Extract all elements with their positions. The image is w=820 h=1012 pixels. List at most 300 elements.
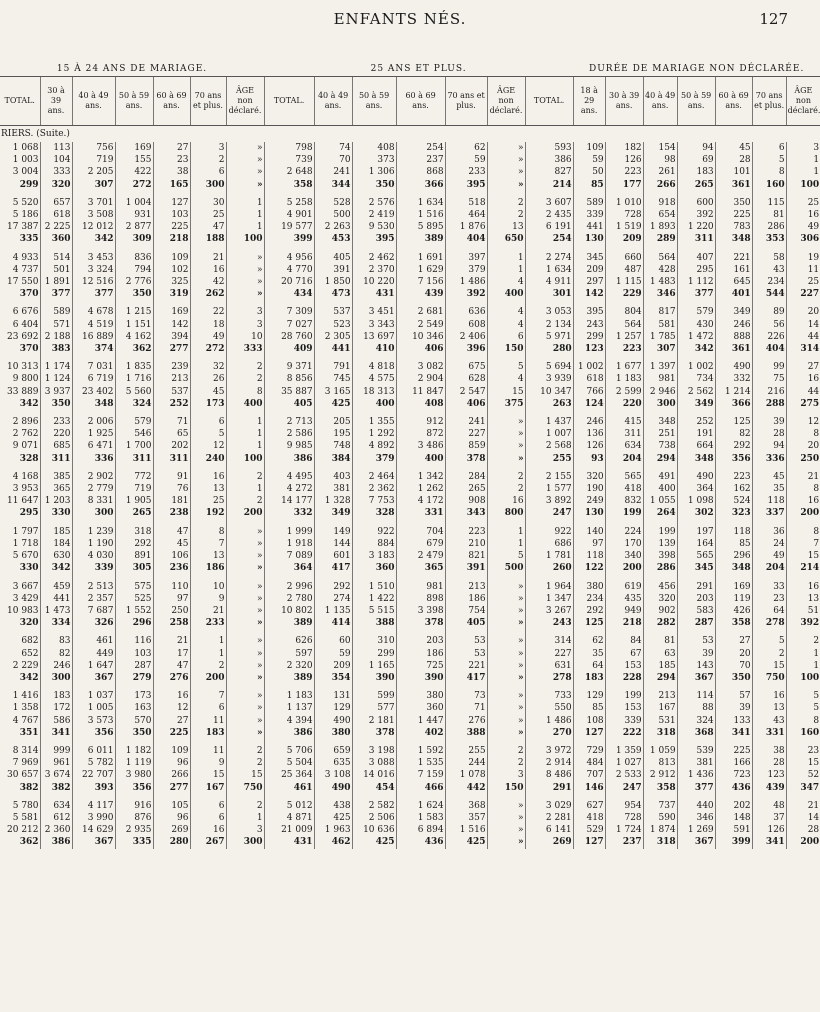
table-cell: 210 [445, 538, 487, 550]
table-cell: 2 896 [12, 417, 39, 428]
table-cell: 459 [40, 581, 72, 593]
table-cell: 16 [786, 581, 820, 593]
table-cell: 1 535 [396, 757, 445, 769]
table-cell: 223 [445, 526, 487, 538]
table-cell: 277 [153, 343, 190, 355]
table-cell: 2 [226, 373, 264, 385]
table-row [0, 361, 820, 373]
table-cell: 12 012 [72, 221, 115, 233]
table-cell: 2 281 [525, 812, 573, 824]
table-row [0, 727, 820, 739]
table-cell: 600 [677, 197, 715, 209]
table-cell: 2 [786, 635, 820, 647]
table-cell: 1 925 [72, 428, 115, 440]
group-header-row [0, 62, 820, 77]
table-cell: 50 [573, 166, 605, 178]
table-cell: 439 [752, 782, 786, 794]
table-cell: » [226, 179, 264, 191]
table-cell: 579 [677, 306, 715, 318]
column-header: 18 à 29 ans. [573, 77, 605, 126]
table-cell: 74 [314, 142, 352, 154]
table-row [0, 593, 820, 605]
table-cell: 320 [40, 179, 72, 191]
table-cell: 9 985 [264, 440, 314, 452]
table-cell: 261 [643, 166, 677, 178]
table-cell: 59 [573, 154, 605, 166]
table-cell: 7 027 [264, 319, 314, 331]
table-cell: 9 800 [12, 374, 39, 385]
table-cell: 12 516 [72, 276, 115, 288]
table-cell: 35 887 [264, 386, 314, 398]
table-cell: 442 [445, 782, 487, 794]
table-cell: 18 [190, 319, 226, 331]
table-cell: 82 [715, 428, 752, 440]
table-cell: 199 [605, 507, 643, 519]
table-cell: 288 [752, 398, 786, 410]
table-cell: 125 [573, 617, 605, 629]
table-cell: 125 [715, 416, 752, 428]
table-cell: 397 [445, 252, 487, 264]
table-cell: 2 779 [72, 483, 115, 495]
table-cell: 682 [21, 636, 39, 647]
table-cell: 114 [677, 690, 715, 702]
table-cell: 409 [264, 343, 314, 355]
table-cell: 344 [314, 179, 352, 191]
table-cell: 199 [643, 526, 677, 538]
table-cell: 8 856 [264, 373, 314, 385]
table-cell: 20 716 [264, 276, 314, 288]
table-cell: 183 [190, 727, 226, 739]
table-cell: 2 435 [525, 209, 573, 221]
table-cell: 330 [19, 563, 39, 574]
table-cell: 756 [72, 142, 115, 154]
table-cell: 254 [525, 233, 573, 245]
table-row [0, 440, 820, 452]
table-cell: 265 [677, 179, 715, 191]
table-row [0, 197, 820, 209]
table-cell: 73 [445, 690, 487, 702]
table-cell: 295 [677, 264, 715, 276]
table-cell: 3 990 [72, 812, 115, 824]
table-cell: 161 [715, 264, 752, 276]
table-cell: 902 [643, 605, 677, 617]
table-cell: 2 904 [396, 373, 445, 385]
table-cell: 645 [715, 276, 752, 288]
table-cell: 7 [190, 538, 226, 550]
table-cell: 60 [314, 635, 352, 647]
table-cell: 195 [314, 428, 352, 440]
table-cell: 279 [115, 672, 153, 684]
table-cell: 365 [396, 562, 445, 574]
table-cell: 1 422 [352, 593, 396, 605]
column-header: 30 à 39 ans. [40, 77, 72, 126]
table-cell: 362 [115, 343, 153, 355]
table-cell: 292 [314, 581, 352, 593]
table-cell: 347 [786, 782, 820, 794]
table-cell: 6 141 [525, 824, 573, 836]
table-cell: 5 694 [525, 361, 573, 373]
table-cell: 149 [314, 526, 352, 538]
table-cell: 38 [752, 745, 786, 757]
table-cell: 323 [715, 507, 752, 519]
table-cell: 399 [715, 836, 752, 848]
table-cell: 350 [352, 179, 396, 191]
table-cell: 188 [190, 233, 226, 245]
table-cell: 4 678 [72, 306, 115, 318]
table-cell: 4 [487, 276, 525, 288]
table-cell: 334 [40, 617, 72, 629]
table-cell: 251 [643, 428, 677, 440]
table-cell: 318 [115, 526, 153, 538]
table-cell: 2 [752, 648, 786, 660]
table-cell: 1 876 [445, 221, 487, 233]
table-cell: 2 996 [264, 581, 314, 593]
table-cell: 216 [752, 386, 786, 398]
table-cell: 265 [445, 483, 487, 495]
table-cell: 51 [786, 605, 820, 617]
table-cell: 220 [40, 428, 72, 440]
table-cell: » [487, 581, 525, 593]
table-cell: 297 [573, 276, 605, 288]
table-cell: 3 429 [12, 593, 39, 604]
table-cell: 59 [445, 154, 487, 166]
table-cell: 8 [786, 428, 820, 440]
table-cell: 337 [752, 507, 786, 519]
table-cell: 262 [190, 288, 226, 300]
table-cell: 358 [643, 782, 677, 794]
table-cell: 277 [153, 782, 190, 794]
table-cell: » [226, 702, 264, 714]
table-cell: 7 089 [264, 550, 314, 562]
table-cell: 53 [445, 635, 487, 647]
table-cell: 97 [573, 538, 605, 550]
table-cell: 379 [445, 264, 487, 276]
table-cell: 728 [605, 209, 643, 221]
table-cell: 1 519 [605, 221, 643, 233]
table-cell: 390 [352, 672, 396, 684]
table-cell: 5 [487, 361, 525, 373]
table-cell: 354 [314, 672, 352, 684]
table-cell: 583 [677, 605, 715, 617]
table-cell: 286 [752, 221, 786, 233]
table-cell: 441 [314, 343, 352, 355]
table-cell: 348 [715, 562, 752, 574]
table-cell: 324 [115, 398, 153, 410]
table-cell: 9 [190, 593, 226, 605]
table-cell: 3 [487, 769, 525, 781]
table-cell: 1 516 [445, 824, 487, 836]
table-cell: 123 [752, 769, 786, 781]
table-cell: 11 [786, 264, 820, 276]
table-cell: 378 [352, 727, 396, 739]
table-cell: 1 437 [525, 416, 573, 428]
table-cell: 148 [715, 812, 752, 824]
table-cell: 1 005 [72, 702, 115, 714]
table-cell: 23 [752, 593, 786, 605]
table-cell: 45 [752, 471, 786, 483]
table-cell: » [487, 660, 525, 672]
table-cell: 2 549 [396, 319, 445, 331]
table-cell: 200 [190, 672, 226, 684]
table-cell: 351 [19, 727, 39, 738]
table-cell: 1 [226, 209, 264, 221]
table-cell: 185 [40, 526, 72, 538]
table-cell: 182 [605, 142, 643, 154]
table-cell: 294 [643, 453, 677, 465]
table-cell: 197 [677, 526, 715, 538]
table-cell: 25 [190, 209, 226, 221]
table-cell: 249 [573, 495, 605, 507]
table-cell: 292 [115, 538, 153, 550]
table-cell: 524 [715, 495, 752, 507]
table-cell: 550 [525, 702, 573, 714]
table-cell: 490 [715, 361, 752, 373]
table-row [0, 769, 820, 781]
table-cell: 43 [752, 264, 786, 276]
column-header: TOTAL. [525, 77, 573, 126]
table-cell: 4 871 [264, 812, 314, 824]
table-cell: 276 [445, 715, 487, 727]
table-cell: 200 [226, 507, 264, 519]
table-cell: 2 576 [352, 197, 396, 209]
table-cell: 417 [314, 562, 352, 574]
table-cell: 4 117 [72, 800, 115, 812]
table-cell: 3 508 [72, 209, 115, 221]
table-cell: 252 [677, 416, 715, 428]
table-cell: 490 [314, 782, 352, 794]
table-cell: 21 [190, 605, 226, 617]
table-cell: 7 156 [396, 276, 445, 288]
table-cell: 385 [40, 471, 72, 483]
table-cell: » [226, 550, 264, 562]
table-cell: 113 [40, 142, 72, 154]
table-cell: 367 [72, 836, 115, 848]
table-cell: 5 [487, 550, 525, 562]
table-cell: 3 029 [525, 800, 573, 812]
table-cell: 461 [72, 635, 115, 647]
table-cell: 1 027 [605, 757, 643, 769]
table-cell: 99 [752, 361, 786, 373]
table-cell: 4 [487, 306, 525, 318]
table-cell: 628 [445, 373, 487, 385]
table-cell: 367 [677, 836, 715, 848]
table-cell: 155 [115, 154, 153, 166]
table-cell: 88 [677, 702, 715, 714]
table-cell: 2 586 [264, 428, 314, 440]
table-cell: 5 258 [264, 197, 314, 209]
table-cell: 25 [786, 276, 820, 288]
table-cell: 21 [190, 252, 226, 264]
table-cell: 654 [643, 209, 677, 221]
table-cell: 299 [19, 179, 39, 190]
table-cell: 38 [153, 166, 190, 178]
table-cell: 590 [643, 812, 677, 824]
table-cell: 287 [115, 660, 153, 672]
table-cell: 146 [573, 782, 605, 794]
table-cell: 11 847 [396, 386, 445, 398]
table-cell: 23 [153, 154, 190, 166]
table-cell: 173 [115, 690, 153, 702]
table-cell: 750 [752, 672, 786, 684]
table-cell: 407 [677, 252, 715, 264]
table-cell: 11 [190, 715, 226, 727]
table-cell: 439 [396, 288, 445, 300]
table-cell: 240 [190, 453, 226, 465]
table-cell: 169 [153, 306, 190, 318]
table-cell: 1 037 [72, 690, 115, 702]
table-cell: 2 562 [677, 386, 715, 398]
table-cell: 392 [445, 288, 487, 300]
table-cell: 544 [752, 288, 786, 300]
table-cell: 501 [40, 264, 72, 276]
table-cell: 318 [643, 727, 677, 739]
table-cell: » [487, 179, 525, 191]
table-cell: 1 [190, 635, 226, 647]
table-cell: 9 [190, 757, 226, 769]
table-cell: 269 [153, 824, 190, 836]
table-row [0, 800, 820, 812]
table-cell: 961 [40, 757, 72, 769]
table-cell: 130 [573, 507, 605, 519]
table-cell: 1 963 [314, 824, 352, 836]
table-cell: 593 [525, 142, 573, 154]
table-cell: 2 357 [72, 593, 115, 605]
table-cell: 326 [72, 617, 115, 629]
table-cell: 2 912 [643, 769, 677, 781]
table-cell: 70 [715, 660, 752, 672]
table-cell: 1 [487, 538, 525, 550]
table-row [0, 306, 820, 318]
group-header: 25 ANS ET PLUS. [264, 62, 573, 77]
table-cell: 425 [352, 836, 396, 848]
table-cell: 100 [786, 179, 820, 191]
table-cell: 3 939 [525, 373, 573, 385]
table-cell: 243 [525, 617, 573, 629]
table-cell: 2 263 [314, 221, 352, 233]
table-row [0, 221, 820, 233]
group-header: 15 À 24 ANS DE MARIAGE. [0, 62, 264, 77]
table-cell: 6 676 [12, 307, 39, 318]
table-cell: 81 [752, 209, 786, 221]
table-cell: 295 [19, 508, 39, 519]
table-cell: 546 [115, 428, 153, 440]
table-cell: 2 513 [72, 581, 115, 593]
table-cell: 377 [677, 782, 715, 794]
table-cell: 154 [643, 142, 677, 154]
table-cell: 110 [153, 581, 190, 593]
table-cell: 410 [352, 343, 396, 355]
table-cell: 4 272 [264, 483, 314, 495]
table-cell: 675 [445, 361, 487, 373]
table-cell: 734 [677, 373, 715, 385]
table-cell: » [487, 416, 525, 428]
table-cell: 2 582 [352, 800, 396, 812]
table-cell: 2 877 [115, 221, 153, 233]
table-cell: 280 [525, 343, 573, 355]
table-cell: 348 [72, 398, 115, 410]
table-cell: 8 [786, 526, 820, 538]
table-cell: 1 342 [396, 471, 445, 483]
table-cell: 14 629 [72, 824, 115, 836]
table-cell: 209 [573, 264, 605, 276]
table-cell: 386 [525, 154, 573, 166]
table-cell: 191 [677, 428, 715, 440]
table-cell: 126 [573, 440, 605, 452]
table-cell: 418 [573, 812, 605, 824]
table-cell: 98 [643, 154, 677, 166]
table-cell: 339 [605, 715, 643, 727]
table-cell: 1 [786, 660, 820, 672]
table-cell: 5 186 [12, 210, 39, 221]
table-cell: 836 [115, 252, 153, 264]
table-cell: 213 [445, 581, 487, 593]
table-cell: 346 [677, 812, 715, 824]
table-row [0, 495, 820, 507]
table-cell: 299 [573, 331, 605, 343]
table-cell: 10 347 [525, 386, 573, 398]
table-cell: 2 [226, 757, 264, 769]
table-cell: 1 964 [525, 581, 573, 593]
column-header: 40 à 49 ans. [72, 77, 115, 126]
table-cell: 5 971 [525, 331, 573, 343]
table-cell: 130 [573, 233, 605, 245]
table-cell: 291 [525, 782, 573, 794]
table-cell: 203 [396, 635, 445, 647]
table-cell: 2 320 [264, 660, 314, 672]
table-cell: 3 953 [12, 484, 39, 495]
table-cell: 449 [72, 648, 115, 660]
table-cell: 2 935 [115, 824, 153, 836]
table-cell: 396 [445, 343, 487, 355]
table-cell: 49 [786, 221, 820, 233]
table-cell: 832 [605, 495, 643, 507]
table-cell: 1 [487, 264, 525, 276]
table-cell: 27 [153, 142, 190, 154]
table-cell: 184 [40, 538, 72, 550]
table-cell: 246 [715, 319, 752, 331]
table-cell: 10 802 [264, 605, 314, 617]
table-cell: 356 [115, 782, 153, 794]
table-cell: 1 [226, 221, 264, 233]
table-cell: » [487, 635, 525, 647]
table-cell: 4 519 [72, 319, 115, 331]
table-cell: 634 [605, 440, 643, 452]
table-cell: 1 220 [677, 221, 715, 233]
table-cell: 122 [573, 562, 605, 574]
table-cell: 342 [677, 343, 715, 355]
table-row [0, 154, 820, 166]
table-cell: 21 [153, 635, 190, 647]
table-cell: 381 [677, 757, 715, 769]
table-cell: 1 068 [12, 143, 39, 153]
table-cell: 2 547 [445, 386, 487, 398]
table-cell: 750 [226, 782, 264, 794]
table-cell: 164 [677, 538, 715, 550]
table-cell: 47 [153, 526, 190, 538]
table-cell: 2 [226, 800, 264, 812]
section-label: RIERS. (Suite.) [1, 128, 70, 139]
table-cell: 418 [605, 483, 643, 495]
table-cell: 328 [352, 507, 396, 519]
table-cell: 487 [605, 264, 643, 276]
table-cell: 314 [525, 635, 573, 647]
column-header: 40 à 49 ans. [314, 77, 352, 126]
table-cell: 332 [264, 507, 314, 519]
table-cell: 237 [605, 836, 643, 848]
table-cell: » [226, 142, 264, 154]
table-cell: 884 [352, 538, 396, 550]
table-cell: 15 [786, 550, 820, 562]
